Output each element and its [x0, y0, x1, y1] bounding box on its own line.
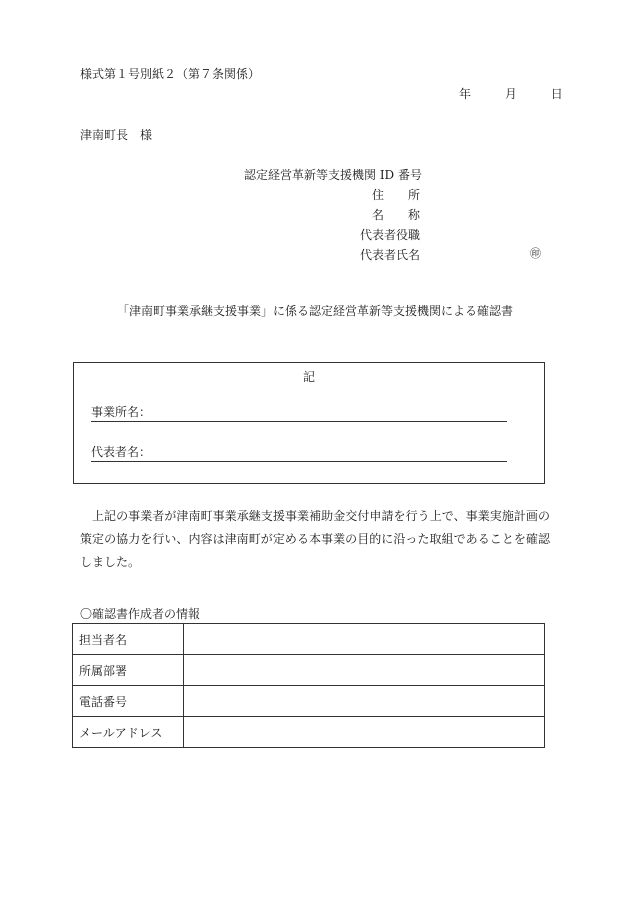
row-label-email: メールアドレス	[73, 717, 184, 748]
table-row	[73, 624, 545, 655]
date-line	[459, 85, 563, 102]
table-row	[73, 655, 545, 686]
seal-mark: ㊞	[530, 247, 541, 260]
business-name-label: 事業所名：	[91, 405, 152, 419]
date-month: 月	[504, 87, 517, 101]
sender-rep-name-label: 代表者氏名	[360, 248, 421, 262]
ki-label: 記	[302, 370, 315, 384]
row-label-contact-person: 担当者名	[73, 624, 184, 655]
row-value-department[interactable]	[184, 655, 545, 686]
table-row	[73, 717, 545, 748]
creator-info-table	[72, 623, 545, 748]
sender-address-label: 住 所	[372, 188, 421, 202]
table-row	[73, 686, 545, 717]
row-value-contact-person[interactable]	[184, 624, 545, 655]
document-title: 「津南町事業承継支援事業」に係る認定経営革新等支援機関による確認書	[116, 304, 513, 318]
representative-name-field[interactable]	[91, 443, 507, 462]
date-year: 年	[459, 87, 472, 101]
row-value-email[interactable]	[184, 717, 545, 748]
date-day: 日	[550, 87, 563, 101]
confirmation-text: 上記の事業者が津南町事業承継支援事業補助金交付申請を行う上で、事業実施計画の策定の協力を行い、内容は津南町が定める本事業の目的に沿った取組であることを確認しました。	[80, 509, 550, 569]
note-box	[73, 362, 545, 484]
sender-rep-title-label: 代表者役職	[360, 228, 421, 242]
row-value-phone[interactable]	[184, 686, 545, 717]
row-label-phone: 電話番号	[73, 686, 184, 717]
representative-name-label: 代表者名：	[91, 445, 152, 459]
sender-name-label: 名 称	[372, 208, 421, 222]
sender-id-label: 認定経営革新等支援機関 ID 番号	[244, 168, 422, 182]
business-name-field[interactable]	[91, 403, 507, 422]
addressee: 津南町長 様	[80, 128, 153, 142]
row-label-department: 所属部署	[73, 655, 184, 686]
creator-info-heading: 〇確認書作成者の情報	[80, 607, 201, 621]
form-id: 様式第１号別紙２（第７条関係）	[80, 67, 261, 81]
